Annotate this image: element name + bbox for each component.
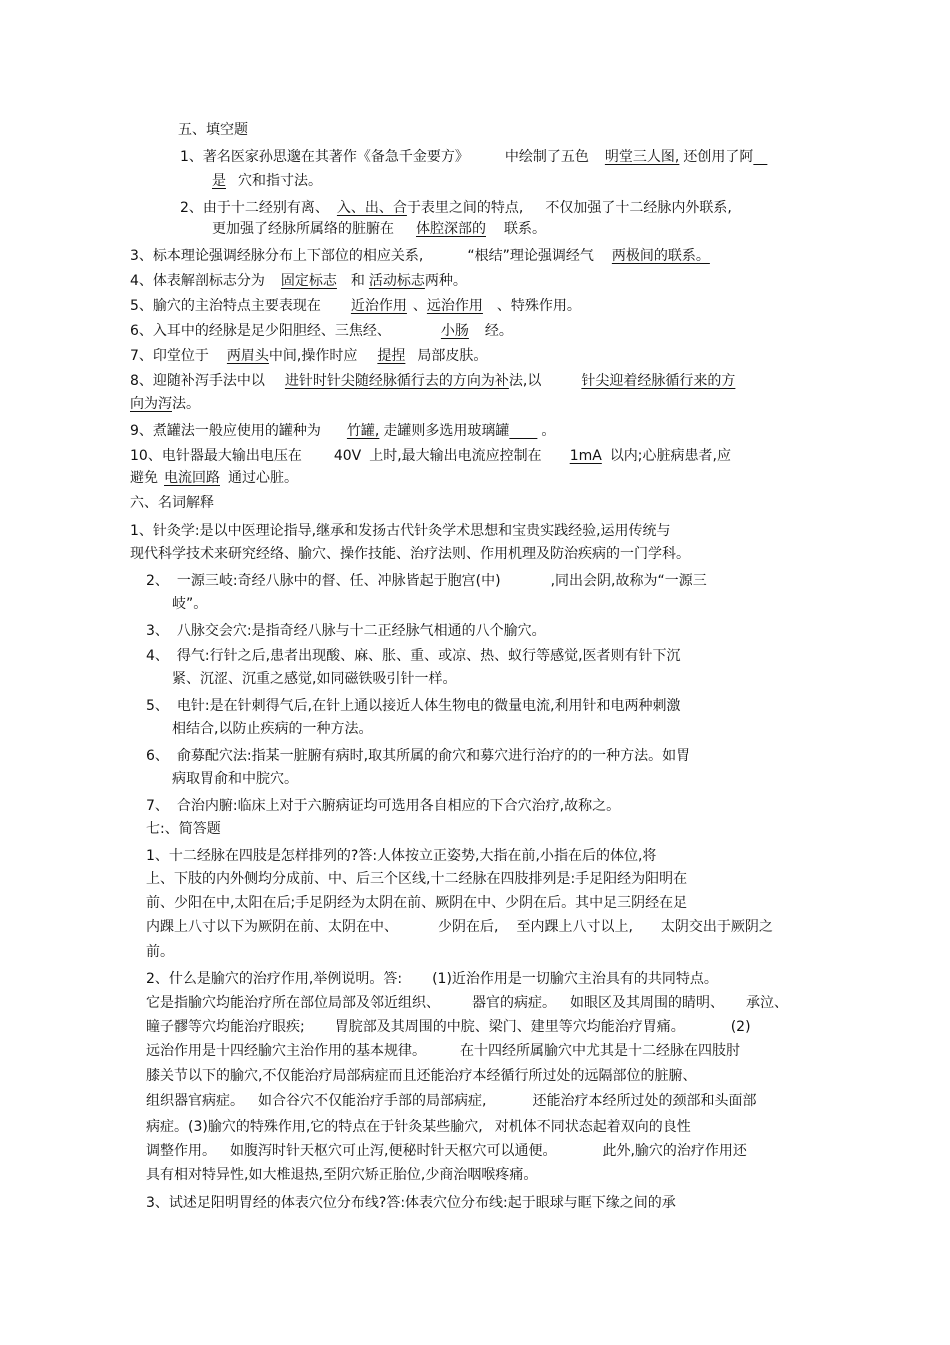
question-8-cont: 向为泻法。 [130, 396, 200, 412]
term-5: 5、 电针:是在针刺得气后,在针上通以接近人体生物电的微量电流,利用针和电两种刺激 [146, 698, 681, 714]
question-10: 10、电针器最大输出电压在 40V 上时,最大输出电流应控制在 1mA 以内;心脏病患者,应 [130, 448, 731, 464]
term-5-cont: 相结合,以防止疾病的一种方法。 [172, 721, 373, 737]
answer-2-line9: 具有相对特异性,如大椎退热,至阴穴矫正胎位,少商治咽喉疼痛。 [146, 1167, 538, 1183]
question-9: 9、煮罐法一般应使用的罐种为 竹罐, 走罐则多选用玻璃罐 。 [130, 423, 556, 439]
term-1: 1、针灸学:是以中医理论指导,继承和发扬古代针灸学术思想和宝贵实践经验,运用传统与 [130, 523, 671, 539]
answer-2-line3: 瞳子髎等穴均能治疗眼疾; 胃脘部及其周围的中脘、梁门、建里等穴均能治疗胃痛。 (2) [146, 1019, 751, 1035]
term-4-cont: 紧、沉涩、沉重之感觉,如同磁铁吸引针一样。 [172, 671, 457, 687]
term-4: 4、 得气:行针之后,患者出现酸、麻、胀、重、或凉、热、蚁行等感觉,医者则有针下沉 [146, 648, 681, 664]
answer-2-line7: 病症。(3)腧穴的特殊作用,它的特点在于针灸某些腧穴, 对机体不同状态起着双向的良性 [146, 1119, 691, 1135]
section-heading-terms: 六、名词解释 [130, 495, 214, 511]
question-10-cont: 避免 电流回路 通过心脏。 [130, 470, 298, 486]
answer-1-line5: 前。 [146, 944, 174, 960]
question-8: 8、迎随补泻手法中以 进针时针尖随经脉循行去的方向为补法,以 针尖迎着经脉循行来的方 [130, 373, 736, 389]
section-heading-short-answer: 七:、简答题 [146, 821, 221, 837]
term-2-cont: 岐”。 [172, 596, 208, 612]
question-5: 5、腧穴的主治特点主要表现在 近治作用 、远治作用 、特殊作用。 [130, 298, 581, 314]
term-7: 7、 合治内腑:临床上对于六腑病证均可选用各自相应的下合穴治疗,故称之。 [146, 798, 621, 814]
question-1-cont: 是 穴和指寸法。 [212, 173, 322, 189]
question-2-cont: 更加强了经脉所属络的脏腑在 体腔深部的 联系。 [212, 221, 546, 237]
question-6: 6、入耳中的经脉是足少阳胆经、三焦经、 小肠 经。 [130, 323, 513, 339]
answer-2-line6: 组织器官病症。 如合谷穴不仅能治疗手部的局部病症, 还能治疗本经所过处的颈部和头面部 [146, 1093, 757, 1109]
answer-1-line2: 上、下肢的内外侧均分成前、中、后三个区线,十二经脉在四肢排列是:手足阳经为阳明在 [146, 871, 688, 887]
answer-2-line5: 膝关节以下的腧穴,不仅能治疗局部病症而且还能治疗本经循行所过处的远隔部位的脏腑、 [146, 1068, 697, 1084]
term-6: 6、 俞募配穴法:指某一脏腑有病时,取其所属的俞穴和募穴进行治疗的的一种方法。如胃 [146, 748, 691, 764]
answer-2-line1: 2、什么是腧穴的治疗作用,举例说明。答: (1)近治作用是一切腧穴主治具有的共同特点。 [146, 971, 718, 987]
answer-1-line4: 内踝上八寸以下为厥阴在前、太阴在中、 少阴在后, 至内踝上八寸以上, 太阴交出于厥阴之 [146, 919, 773, 935]
answer-1-line1: 1、十二经脉在四肢是怎样排列的?答:人体按立正姿势,大指在前,小指在后的体位,将 [146, 848, 657, 864]
question-2: 2、由于十二经别有离、 入、出、合于表里之间的特点, 不仅加强了十二经脉内外联系, [180, 200, 732, 216]
question-7: 7、印堂位于 两眉头中间,操作时应 提捏 局部皮肤。 [130, 348, 488, 364]
answer-1-line3: 前、少阳在中,太阳在后;手足阴经为太阴在前、厥阴在中、少阴在后。其中足三阴经在足 [146, 895, 688, 911]
term-6-cont: 病取胃俞和中脘穴。 [172, 771, 298, 787]
answer-2-line2: 它是指腧穴均能治疗所在部位局部及邻近组织、 器官的病症。 如眼区及其周围的睛明、 承泣、 [146, 995, 788, 1011]
answer-2-line8: 调整作用。 如腹泻时针天枢穴可止泻,便秘时针天枢穴可以通便。 此外,腧穴的治疗作用还 [146, 1143, 747, 1159]
question-1: 1、著名医家孙思邈在其著作《备急千金要方》 中绘制了五色 明堂三人图, 还创用了阿 [180, 149, 754, 165]
term-2: 2、 一源三岐:奇经八脉中的督、任、冲脉皆起于胞宫(中) ,同出会阴,故称为“一源三 [146, 573, 707, 589]
question-3: 3、标本理论强调经脉分布上下部位的相应关系, “根结”理论强调经气 两极间的联系。 [130, 248, 710, 264]
answer-2-line4: 远治作用是十四经腧穴主治作用的基本规律。 在十四经所属腧穴中尤其是十二经脉在四肢肘 [146, 1043, 740, 1059]
answer-3-line1: 3、试述足阳明胃经的体表穴位分布线?答:体表穴位分布线:起于眼球与眶下缘之间的承 [146, 1195, 676, 1211]
question-4: 4、体表解剖标志分为 固定标志 和 活动标志两种。 [130, 273, 467, 289]
term-3: 3、 八脉交会穴:是指奇经八脉与十二正经脉气相通的八个腧穴。 [146, 623, 546, 639]
term-1-cont: 现代科学技术来研究经络、腧穴、操作技能、治疗法则、作用机理及防治疾病的一门学科。 [130, 546, 690, 562]
section-heading-fill-blank: 五、填空题 [178, 122, 248, 138]
